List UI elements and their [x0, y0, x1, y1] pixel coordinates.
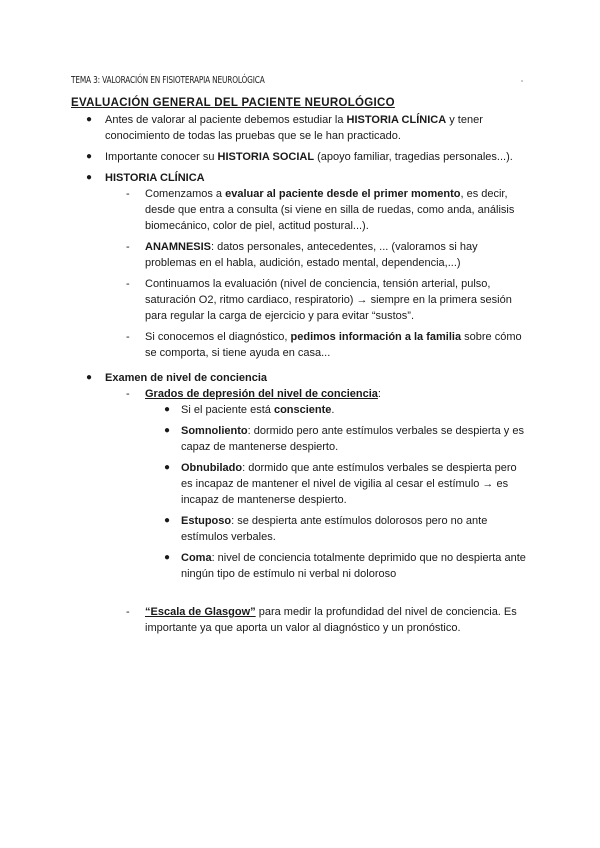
list-item-historia-social [71, 149, 531, 165]
grado-estuposo [71, 513, 531, 545]
sub-item-evaluacion [71, 276, 531, 324]
underlined-title: Grados de depresión del nivel de conciencia [145, 388, 378, 400]
sub-item-glasgow [71, 604, 531, 636]
text-span: (apoyo familiar, tragedias personales...). [314, 151, 513, 163]
grado-obnubilado [71, 460, 531, 508]
bullet-icon: ● [164, 462, 171, 473]
dash-icon: - [126, 388, 130, 400]
item-title: Examen de nivel de conciencia [105, 372, 268, 384]
topic-heading: TEMA 3: VALORACIÓN EN FISIOTERAPIA NEUROLÓGICA [71, 75, 265, 86]
grado-somnoliento [71, 423, 531, 455]
section-title: EVALUACIÓN GENERAL DEL PACIENTE NEUROLÓGICO [71, 97, 395, 109]
dash-icon: - [126, 331, 130, 343]
spacer [71, 361, 531, 370]
bold-span: consciente [273, 404, 332, 416]
item-title: HISTORIA CLÍNICA [105, 172, 205, 184]
bullet-icon: ● [86, 172, 93, 183]
sub-item-grados [71, 386, 531, 582]
grado-coma [71, 550, 531, 582]
dash-icon: - [126, 606, 130, 618]
sub-list [105, 186, 531, 361]
bullet-icon: ● [164, 552, 171, 563]
text-span: : [377, 388, 381, 400]
text-span: : dormido pero ante estímulos verbales se despierta y es capaz de mantenerse despierto. [181, 425, 524, 453]
list-item-historia-clinica [71, 170, 531, 361]
bold-span: pedimos información a la familia [290, 331, 462, 343]
bullet-icon: ● [86, 114, 93, 125]
bold-span: Somnoliento [181, 425, 248, 437]
bullet-icon: ● [86, 372, 93, 383]
bold-span: evaluar al paciente desde el primer momento [225, 188, 461, 200]
dash-icon: - [126, 241, 130, 253]
text-span: : dormido que ante estímulos verbales se despierta pero es incapaz de mantener el nivel de vigilia al cesar el estímulo → es incapaz de mantenerse despierto. [181, 462, 517, 506]
text-span: Antes de valorar al paciente debemos estudiar la [105, 114, 347, 126]
text-span: Continuamos la evaluación (nivel de conciencia, tensión arterial, pulso, saturación O2, ritmo cardiaco, respiratorio) → siempre en la primera sesión para regular la carga de ejercicio y para evitar “sustos”. [145, 278, 512, 322]
bullet-icon: ● [164, 425, 171, 436]
text-span: : nivel de conciencia totalmente deprimido que no despierta ante ningún tipo de estímulo ni verbal ni doloroso [181, 552, 526, 580]
text-span: Si conocemos el diagnóstico, [145, 331, 291, 343]
text-span: Importante conocer su [105, 151, 218, 163]
bold-span: Estuposo [181, 515, 232, 527]
bold-span: Obnubilado [181, 462, 243, 474]
text-span: y tener conocimiento de todas las pruebas que se le han practicado. [105, 114, 483, 142]
text-span: para medir la profundidad del nivel de conciencia. Es importante ya que aporta un valor al diagnóstico y un pronóstico. [145, 606, 517, 634]
text-span: : se despierta ante estímulos dolorosos pero no ante estímulos verbales. [181, 515, 488, 543]
text-span: Si el paciente está [181, 404, 274, 416]
main-list [71, 112, 531, 636]
bold-span: ANAMNESIS [145, 241, 212, 253]
grados-list [145, 402, 531, 582]
dash-icon: - [126, 188, 130, 200]
text-span: Comenzamos a [145, 188, 226, 200]
bullet-icon: ● [164, 515, 171, 526]
sub-item-familia [71, 329, 531, 361]
dash-icon: - [126, 278, 130, 290]
spacer [71, 582, 531, 604]
text-span: sobre cómo se comporta, si tiene ayuda en casa... [145, 331, 522, 359]
underlined-title: “Escala de Glasgow” [145, 606, 256, 618]
grado-consciente [71, 402, 531, 418]
text-span: . [331, 404, 335, 416]
bold-span: HISTORIA CLÍNICA [346, 114, 447, 126]
sub-item-evaluar [71, 186, 531, 234]
bullet-icon: ● [86, 151, 93, 162]
text-span: : datos personales, antecedentes, ... (valoramos si hay problemas en el habla, audición, estado mental, dependencia,...) [145, 241, 478, 269]
page-dot [521, 80, 523, 82]
bold-span: Coma [181, 552, 212, 564]
bullet-icon: ● [164, 404, 171, 415]
bold-span: HISTORIA SOCIAL [217, 151, 315, 163]
document-content [71, 112, 531, 636]
text-span: , es decir, desde que entra a consulta (si viene en silla de ruedas, como anda, análisis biomecánico, color de piel, actitud postural...). [145, 188, 515, 232]
sub-item-anamnesis [71, 239, 531, 271]
list-item-nivel-conciencia [71, 370, 531, 636]
list-item-historia-clinica-intro [71, 112, 531, 144]
sub-list [105, 386, 531, 636]
